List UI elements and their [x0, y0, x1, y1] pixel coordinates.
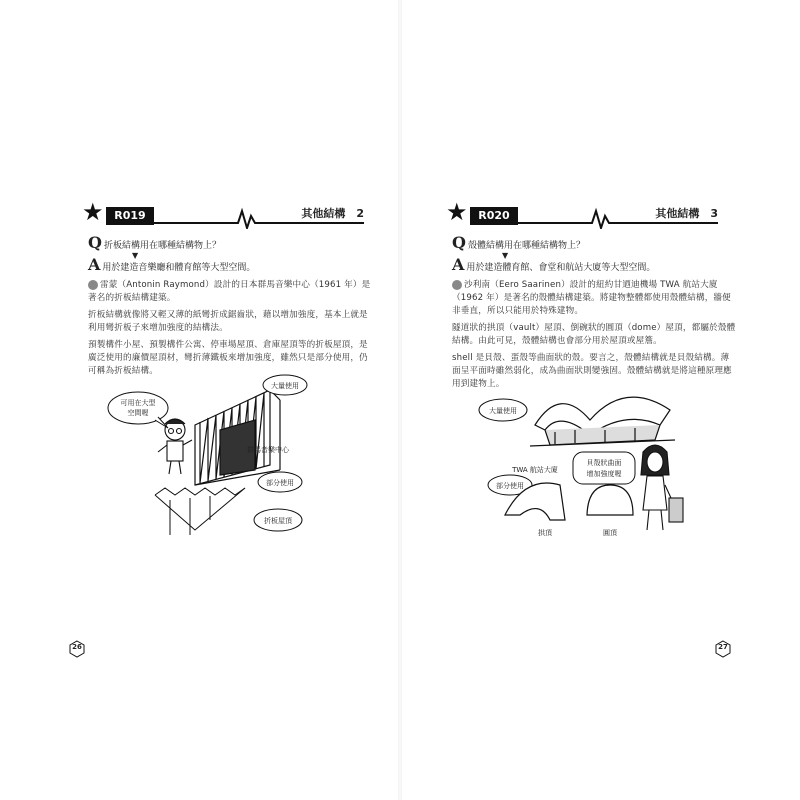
question-text: 殼體結構用在哪種結構物上？ [467, 241, 585, 251]
paragraph: 雷蒙（Antonin Raymond）設計的日本群馬音樂中心（1961 年）是著名的折板結構建築。 [88, 280, 371, 303]
caption: 群馬音樂中心 [247, 446, 289, 454]
character-icon [158, 419, 192, 474]
pulse-line-icon [578, 207, 638, 229]
question-line [452, 233, 585, 253]
arrow-down-icon: ▼ [132, 251, 139, 260]
paragraph: 隧道狀的拱頂（vault）屋頂、倒碗狀的圓頂（dome）屋頂，都屬於殼體結構。由此可見，殼體結構也會部分用於屋頂或屋簷。 [452, 323, 736, 346]
section-topic: 其他結構 2 [295, 207, 364, 221]
bubble-text: 增加強度喔 [586, 470, 622, 478]
character-icon [641, 445, 683, 530]
body-text [88, 279, 374, 382]
paragraph-marker-icon [88, 280, 98, 290]
answer-line [88, 255, 256, 275]
label-vault: 拱頂 [538, 529, 552, 537]
arrow-down-icon: ▼ [502, 251, 509, 260]
a-letter: A [88, 255, 101, 274]
label-dome: 圓頂 [603, 529, 617, 537]
bubble-text: 貝殼狀曲面 [586, 459, 622, 467]
page-number: 26 [68, 640, 86, 658]
folded-roof-illustration [155, 488, 245, 535]
question-text: 折板結構用在哪種結構物上？ [103, 241, 221, 251]
bubble-text: 大量使用 [489, 407, 517, 415]
section-badge: R020 [470, 207, 518, 225]
dome-illustration [587, 485, 633, 515]
section-header [446, 198, 718, 229]
q-letter: Q [88, 233, 102, 252]
paragraph: shell 是貝殼、蛋殼等曲面狀的殼。要言之，殼體結構就是貝殼結構。薄面呈平面時雖然弱化，成為曲面狀則變強固。殼體結構就是將這種原理應用到建物上。 [452, 353, 732, 389]
answer-line [452, 255, 656, 275]
bubble-text: 可用在大型 [120, 399, 156, 407]
gunma-music-center-illustration [100, 370, 330, 545]
speech-bubble [573, 452, 635, 484]
body-text [452, 279, 737, 395]
a-letter: A [452, 255, 465, 274]
star-icon: ★ [446, 198, 468, 226]
star-icon: ★ [82, 198, 104, 226]
answer-text: 用於建造音樂廳和體育館等大型空間。 [102, 263, 256, 273]
paragraph: 預製構件小屋、預製構件公寓、停車場屋頂、倉庫屋頂等的折板屋頂，是廣泛使用的廉價屋頂材，彎折薄鐵板來增加強度，雖然只是部分使用，仍可稱為折板結構。 [88, 340, 368, 376]
right-page [400, 0, 800, 800]
section-badge: R019 [106, 207, 154, 225]
bubble-text: 折板屋頂 [264, 517, 292, 525]
caption: TWA 航站大廈 [512, 466, 558, 474]
pulse-line-icon [224, 207, 284, 229]
bubble-text: 部分使用 [266, 479, 294, 487]
section-topic: 其他結構 3 [649, 207, 718, 221]
paragraph-marker-icon [452, 280, 462, 290]
paragraph: 沙利南（Eero Saarinen）設計的紐約甘迺迪機場 TWA 航站大廈（1962 年）是著名的殼體結構建築。將建物整體都使用殼體結構，牆便非垂直，所以只能用於特殊建物。 [452, 280, 731, 316]
twa-terminal-illustration [475, 380, 715, 540]
q-letter: Q [452, 233, 466, 252]
page-number: 27 [714, 640, 732, 658]
bubble-text: 部分使用 [496, 482, 524, 490]
bubble-text: 空間喔 [127, 409, 149, 417]
section-header [82, 198, 364, 229]
question-line [88, 233, 221, 253]
paragraph: 折板結構就像將又輕又薄的紙彎折成鋸齒狀，藉以增加強度，基本上就是利用彎折板子來增加強度的結構法。 [88, 310, 368, 333]
bubble-text: 大量使用 [271, 382, 299, 390]
answer-text: 用於建造體育館、會堂和航站大廈等大型空間。 [466, 263, 656, 273]
